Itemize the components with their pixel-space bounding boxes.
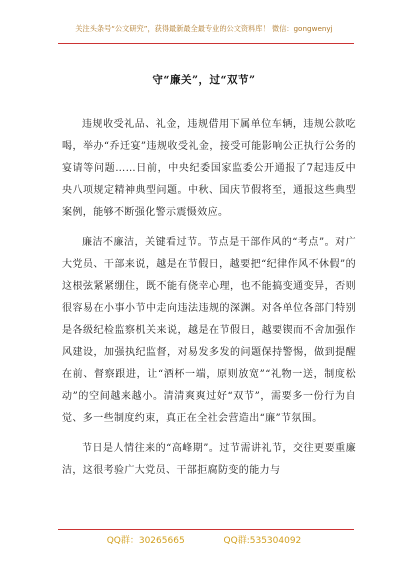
paragraph-1: 违规收受礼品、礼金，违规借用下属单位车辆，违规公款吃喝，举办“乔迁宴”违规收受礼金，接受可能影响公正执行公务的宴请等问题……日前，中央纪委国家监委公开通报了7起违反中央八项规定精神典型问题。中秋、国庆节假将至，通报这些典型案例，能够不断强化警示震慑效应。 <box>62 119 356 218</box>
footer-qq-group-1: QQ群：30265665 <box>106 536 185 546</box>
paragraph-3: 节日是人情往来的“高峰期”。过节需讲礼节，交往更要重廉洁，这很考验广大党员、干部拒腐防变的能力与 <box>62 443 356 476</box>
footer-qq-group-2: QQ群:535304092 <box>223 536 302 546</box>
header-divider <box>58 43 354 44</box>
document-body <box>62 114 356 490</box>
footer <box>0 533 408 546</box>
footer-divider <box>58 529 354 530</box>
document-title: 守“廉关”，过“双节” <box>152 74 256 86</box>
header-banner: 关注头条号“公文研究”，获得最新最全最专业的公文资料库！ 微信：gongwenyj <box>75 24 333 33</box>
paragraph-2: 廉洁不廉洁，关键看过节。节点是干部作风的“考点”。对广大党员、干部来说，越是在节假日，越要把“纪律作风不休假”的这根弦紧紧绷住，既不能有侥幸心理，也不能搞变通变异，否则很容易在小事小节中走向违法违规的深渊。对各单位各部门特别是各级纪检监察机关来说，越是在节假日，越要锲而不舍加强作风建设，加强执纪监督，对易发多发的问题保持警惕，做到提醒在前、督察跟进，让“酒杯一端，原则放宽”“礼物一送，制度松动”的空间越来越小。清清爽爽过好“双节”，需要多一份行为自觉、多一些制度约束，真正在全社会营造出“廉”节氛围。 <box>62 237 356 424</box>
